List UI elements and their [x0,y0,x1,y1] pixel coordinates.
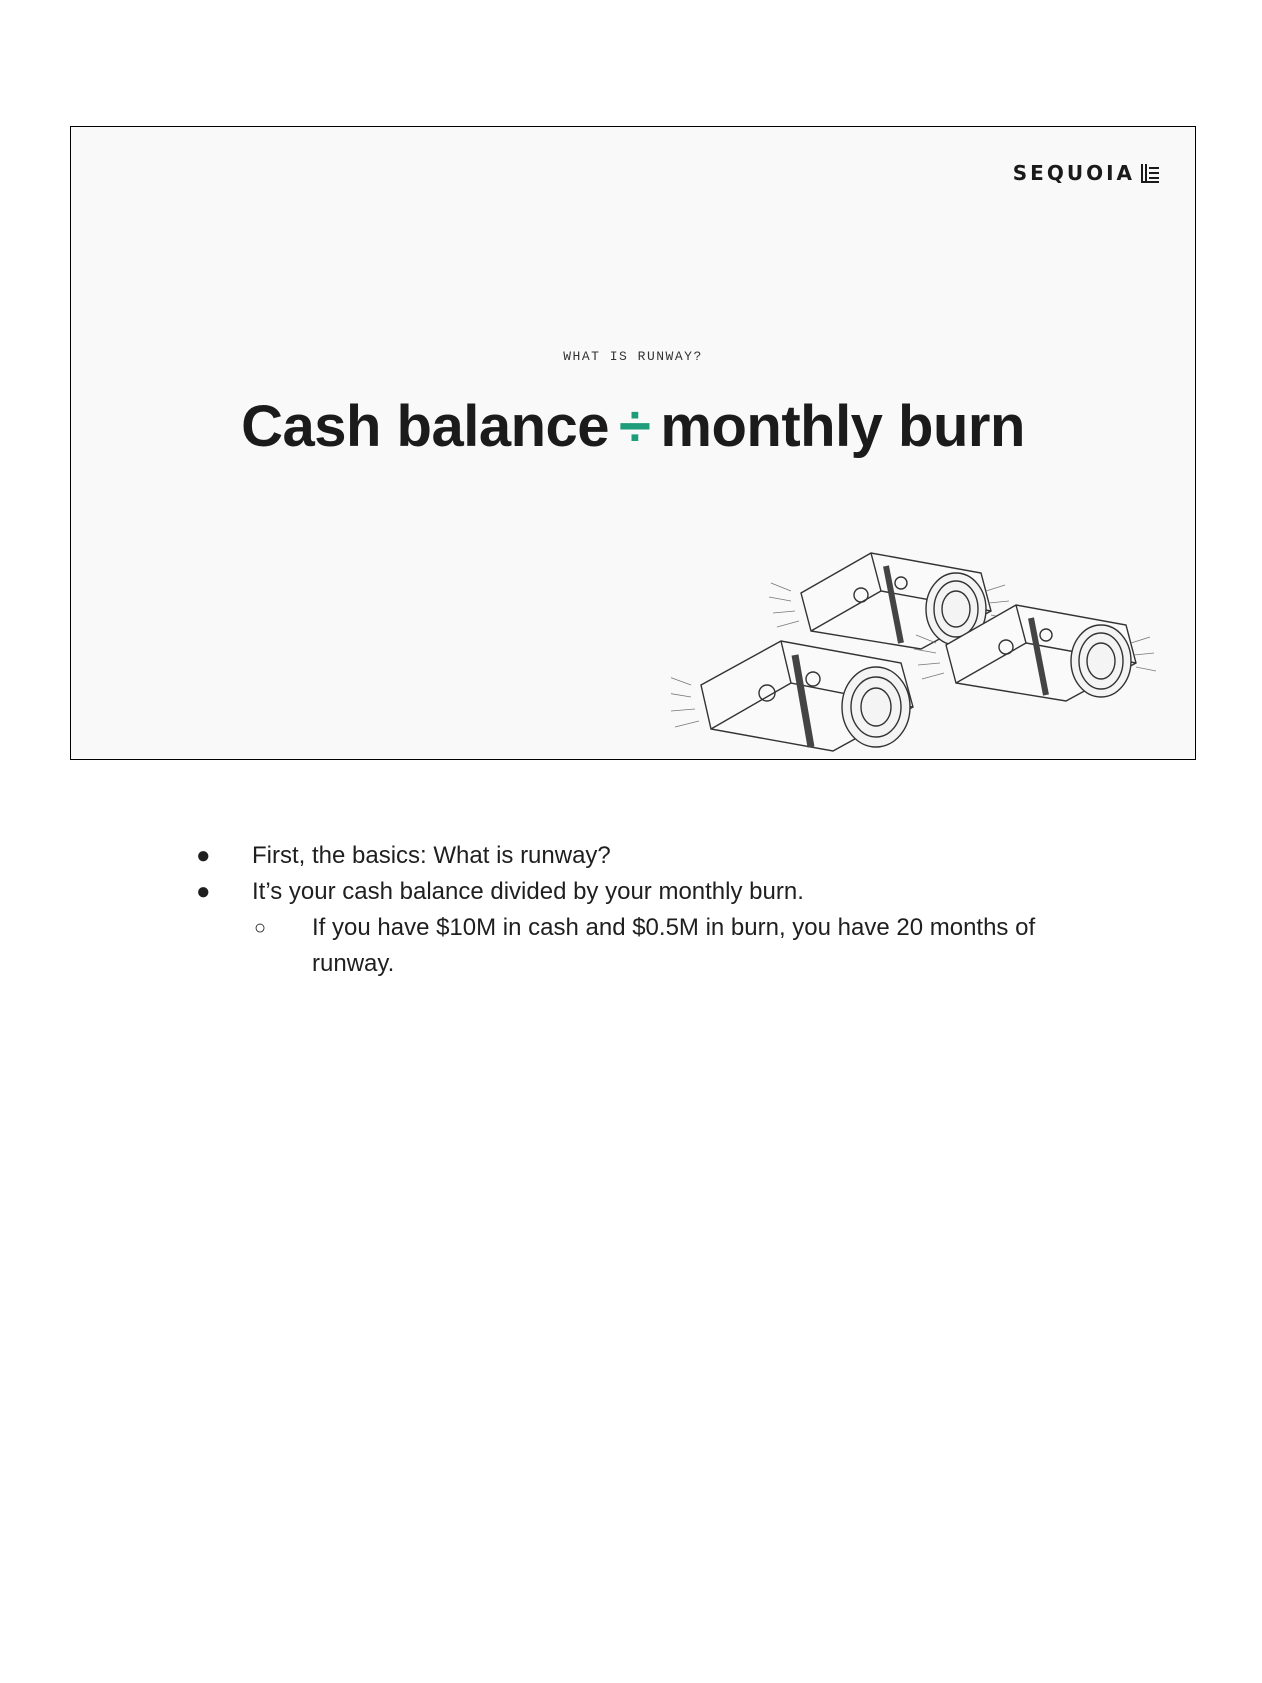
sub-bullet-marker: ○ [254,917,267,939]
bullet-text: First, the basics: What is runway? [252,842,611,869]
divide-operator: ÷ [619,394,651,459]
sub-list-item [190,910,1110,982]
headline-left: Cash balance [241,394,610,459]
slide-eyebrow: WHAT IS RUNWAY? [563,349,703,364]
bullet-text: It’s your cash balance divided by your monthly burn. [252,878,804,905]
bullet-marker: ● [196,842,211,869]
sequoia-logo [1013,161,1159,185]
logo-text: SEQUOIA [1012,161,1135,185]
bullet-marker: ● [196,878,211,905]
slide-headline [71,393,1195,460]
money-roll-bottom [671,641,913,751]
slide-frame [70,126,1196,760]
speaker-notes [190,838,1110,982]
sub-bullet-text: If you have $10M in cash and $0.5M in burn, you have 20 months of runway. [312,914,1036,977]
headline-right: monthly burn [660,394,1025,459]
list-item [190,838,1110,874]
list-item [190,874,1110,910]
money-rolls-illustration [671,531,1191,760]
sequoia-mark-icon [1141,163,1159,183]
